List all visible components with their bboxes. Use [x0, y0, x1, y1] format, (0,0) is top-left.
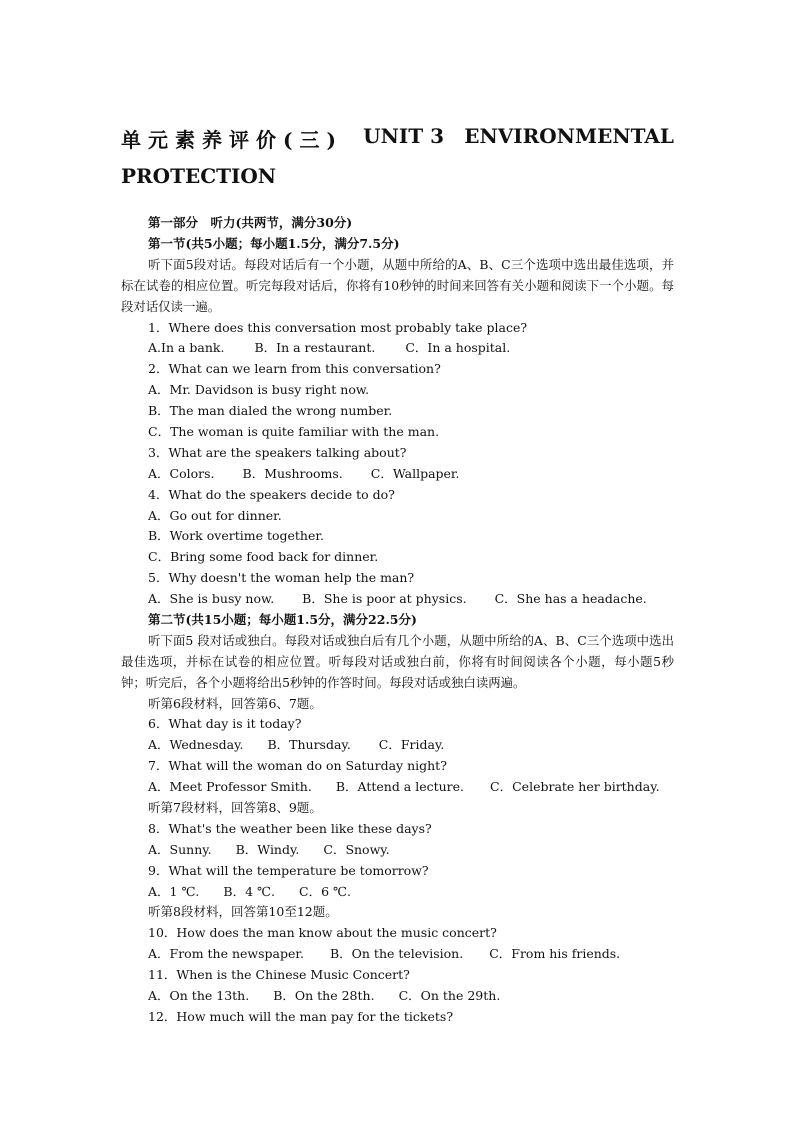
option-b: B．4 ℃.: [223, 883, 275, 899]
section1-heading: 第一节(共5小题；每小题1.5分，满分7.5分): [148, 235, 400, 251]
option-a: A．Mr. Davidson is busy right now.: [148, 382, 370, 398]
option-b: B．On the 28th.: [273, 988, 375, 1004]
option-a: A．Wednesday.: [148, 737, 244, 753]
question-9-options: [121, 882, 674, 903]
option-b: B．In a restaurant.: [254, 340, 376, 356]
question-5-options: [121, 589, 674, 610]
option-b: B．Windy.: [235, 841, 300, 857]
option-c: C．Friday.: [378, 737, 445, 753]
question-1: 1．Where does this conversation most probably take place?: [148, 319, 528, 335]
exam-body: [121, 213, 674, 1028]
option-b: B．Thursday.: [267, 737, 351, 753]
option-a: A．Go out for dinner.: [148, 507, 282, 523]
material-6-note: 听第6段材料，回答第6、7题。: [148, 695, 322, 711]
option-b: B．She is poor at physics.: [302, 591, 467, 607]
material-7-note: 听第7段材料，回答第8、9题。: [148, 800, 322, 816]
question-3-options: [121, 464, 674, 485]
section2-heading: 第二节(共15小题；每小题1.5分，满分22.5分): [148, 611, 417, 627]
question-10: 10．How does the man know about the music concert?: [148, 925, 497, 941]
option-a: A．Colors.: [148, 465, 215, 481]
option-c: C．From his friends.: [489, 946, 621, 962]
question-12: 12．How much will the man pay for the tickets?: [148, 1008, 454, 1024]
option-a: A．Sunny.: [148, 841, 212, 857]
option-c: C．6 ℃.: [299, 883, 351, 899]
title-environmental: ENVIRONMENTAL: [464, 124, 674, 148]
option-c: C．Bring some food back for dinner.: [148, 549, 379, 565]
question-1-options: [121, 338, 674, 359]
option-a: A．From the newspaper.: [148, 946, 304, 962]
option-a: A．She is busy now.: [148, 591, 275, 607]
option-a: A．Meet Professor Smith.: [148, 779, 312, 795]
question-9: 9．What will the temperature be tomorrow?: [148, 862, 429, 878]
option-c: C．The woman is quite familiar with the man.: [148, 423, 440, 439]
question-8-options: [121, 840, 674, 861]
option-c: C．Wallpaper.: [370, 465, 460, 481]
option-b: B．Work overtime together.: [148, 528, 324, 544]
question-6: 6．What day is it today?: [148, 716, 302, 732]
option-a: A.In a bank.: [148, 340, 225, 356]
question-7: 7．What will the woman do on Saturday night?: [148, 758, 447, 774]
question-3: 3．What are the speakers talking about?: [148, 444, 407, 460]
option-c: C．Celebrate her birthday.: [490, 779, 660, 795]
title-chinese: 单元素养评价(三): [121, 128, 343, 152]
option-c: C．Snowy.: [323, 841, 390, 857]
part-heading: 第一部分 听力(共两节，满分30分): [148, 215, 353, 230]
option-b: B．On the television.: [329, 946, 464, 962]
option-b: B．The man dialed the wrong number.: [148, 403, 393, 419]
question-10-options: [121, 944, 674, 965]
question-6-options: [121, 735, 674, 756]
question-5: 5．Why doesn't the woman help the man?: [148, 570, 415, 586]
title-unit: UNIT 3: [363, 124, 444, 148]
question-11-options: [121, 986, 674, 1007]
page-title-line1: [121, 124, 674, 153]
question-2: 2．What can we learn from this conversation?: [148, 361, 441, 377]
option-b: B．Attend a lecture.: [335, 779, 465, 795]
question-11: 11．When is the Chinese Music Concert?: [148, 967, 410, 983]
page-title-line2: PROTECTION: [121, 164, 277, 188]
question-4: 4．What do the speakers decide to do?: [148, 486, 395, 502]
question-7-options: [121, 777, 674, 798]
section2-instructions: 听下面5 段对话或独白。每段对话或独白后有几个小题，从题中所给的A、B、C三个选项中选出最佳选项，并标在试卷的相应位置。听每段对话或独白前，你将有时间阅读各个小题，每小题5秒钟；听完后，各个小题将给出5秒钟的作答时间。每段对话或独白读两遍。: [121, 632, 674, 690]
option-c: C．On the 29th.: [398, 988, 501, 1004]
option-a: A．On the 13th.: [148, 988, 250, 1004]
section1-instructions: 听下面5段对话。每段对话后有一个小题，从题中所给的A、B、C三个选项中选出最佳选项，并标在试卷的相应位置。听完每段对话后，你将有10秒钟的时间来回答有关小题和阅读下一个小题。每段对话仅读一遍。: [121, 256, 674, 314]
question-8: 8．What's the weather been like these days?: [148, 820, 432, 836]
option-c: C．In a hospital.: [405, 340, 511, 356]
option-c: C．She has a headache.: [494, 591, 647, 607]
option-b: B．Mushrooms.: [242, 465, 343, 481]
option-a: A．1 ℃.: [148, 883, 200, 899]
material-8-note: 听第8段材料，回答第10至12题。: [148, 904, 338, 920]
